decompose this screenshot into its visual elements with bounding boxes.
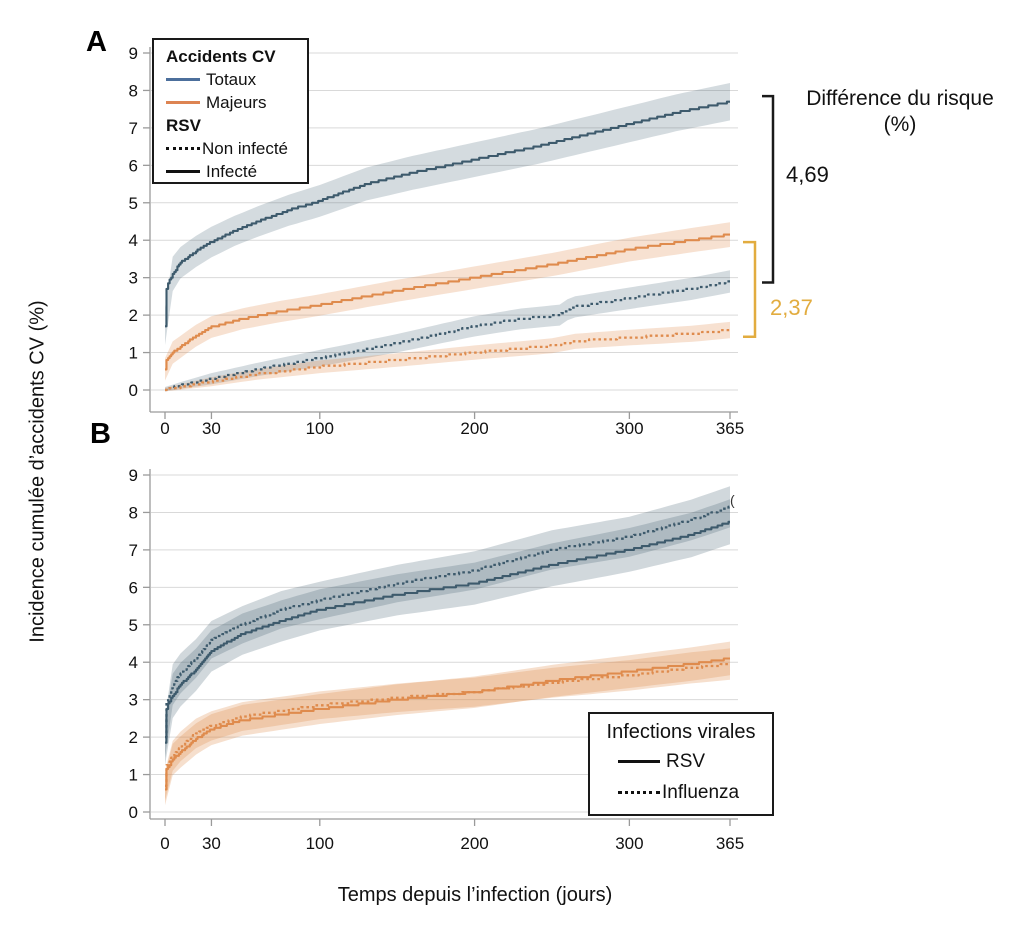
y-tick-label: 5 — [128, 193, 138, 213]
legend-a-item-majeurs — [166, 91, 307, 114]
y-tick-label: 2 — [128, 306, 138, 326]
totaux-line-swatch — [166, 78, 200, 81]
x-tick-label: 300 — [615, 419, 644, 438]
y-tick-label: 4 — [128, 653, 138, 673]
risk-difference-major-value: 2,37 — [770, 295, 813, 320]
legend-b-title: Infections virales — [606, 721, 756, 743]
non-infecte-line-swatch — [166, 147, 200, 150]
y-tick-label: 3 — [128, 268, 138, 288]
legend-a-group-rsv: RSV — [166, 116, 201, 135]
x-tick-label: 200 — [460, 834, 489, 853]
x-tick-label: 100 — [305, 419, 334, 438]
x-tick-label: 365 — [715, 834, 745, 853]
legend-a-group-accidents: Accidents CV — [166, 47, 276, 66]
legend-a-label-non-infecte: Non infecté — [202, 139, 288, 158]
y-axis-title: Incidence cumulée d’accidents CV (%) — [26, 300, 49, 643]
x-tick-label: 200 — [460, 419, 489, 438]
y-tick-label: 7 — [128, 118, 138, 138]
legend-a-label-majeurs: Majeurs — [206, 93, 267, 112]
x-tick-label: 30 — [201, 834, 221, 853]
x-tick-label: 300 — [615, 834, 644, 853]
risk-difference-unit: (%) — [883, 113, 917, 137]
legend-panel-b — [588, 712, 774, 816]
legend-b-item-rsv — [590, 746, 772, 777]
legend-panel-a — [152, 38, 309, 184]
censoring-mark: ( — [730, 492, 735, 508]
y-tick-label: 8 — [128, 503, 138, 523]
y-tick-label: 1 — [128, 343, 138, 363]
risk-difference-bracket-1 — [743, 242, 755, 337]
y-tick-label: 0 — [128, 381, 138, 400]
x-tick-label: 100 — [305, 834, 334, 853]
y-tick-label: 6 — [128, 578, 138, 598]
legend-a-label-infecte: Infecté — [206, 162, 258, 181]
rsv-line-swatch — [618, 760, 660, 763]
panel-a-label: A — [86, 26, 107, 58]
y-tick-label: 6 — [128, 156, 138, 176]
legend-a-label-totaux: Totaux — [206, 70, 257, 89]
legend-b-item-influenza — [590, 777, 772, 808]
legend-b-label-influenza: Influenza — [662, 781, 740, 803]
influenza-line-swatch — [618, 791, 660, 794]
y-tick-label: 0 — [128, 803, 138, 822]
majeurs-line-swatch — [166, 101, 200, 104]
x-tick-label: 30 — [201, 419, 221, 438]
x-axis-title: Temps depuis l’infection (jours) — [337, 884, 613, 906]
risk-difference-bracket-0 — [762, 96, 773, 282]
y-tick-label: 1 — [128, 765, 138, 785]
y-tick-label: 4 — [128, 231, 138, 251]
risk-difference-title-text: Différence du risque — [806, 87, 994, 110]
y-tick-label: 7 — [128, 540, 138, 560]
legend-b-label-rsv: RSV — [666, 750, 706, 772]
risk-difference-title — [775, 86, 1024, 139]
x-tick-label: 365 — [715, 419, 745, 438]
y-tick-label: 9 — [128, 466, 138, 485]
x-tick-label: 0 — [160, 834, 170, 853]
legend-a-item-totaux — [166, 68, 307, 91]
y-tick-label: 8 — [128, 81, 138, 101]
y-tick-label: 9 — [128, 44, 138, 63]
panel-b-label: B — [90, 418, 111, 450]
y-tick-label: 3 — [128, 690, 138, 710]
infecte-line-swatch — [166, 170, 200, 173]
y-tick-label: 5 — [128, 615, 138, 635]
legend-a-item-non-infecte — [166, 137, 307, 160]
y-tick-label: 2 — [128, 728, 138, 748]
x-tick-label: 0 — [160, 419, 170, 438]
risk-difference-total-value: 4,69 — [786, 162, 829, 187]
legend-a-item-infecte — [166, 160, 307, 183]
